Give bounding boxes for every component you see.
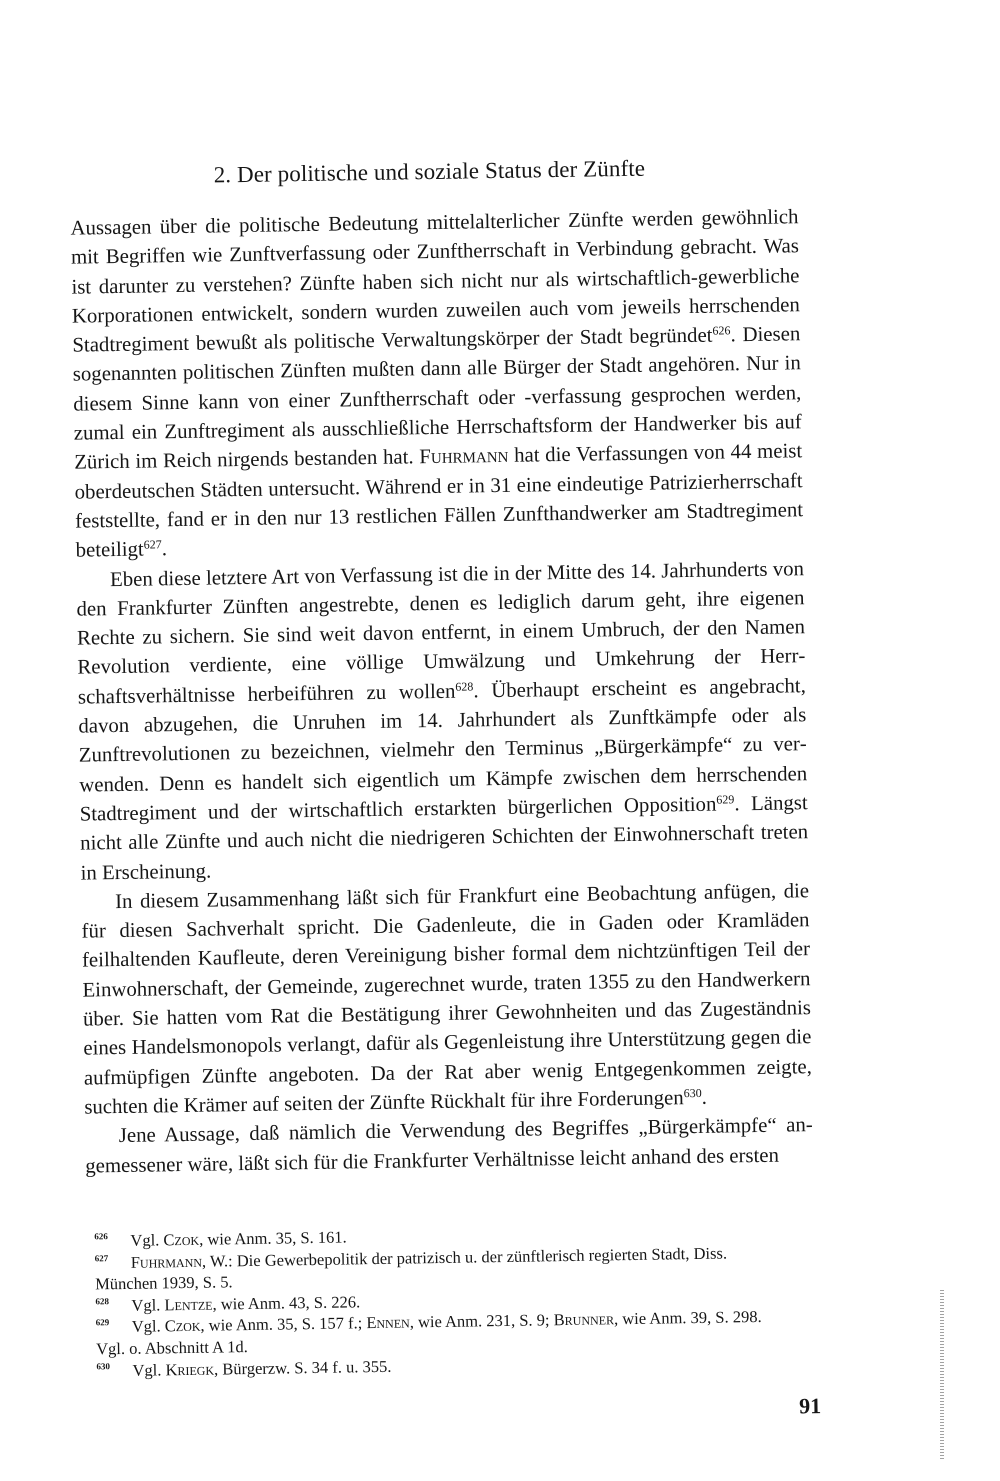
paragraph <box>70 202 803 565</box>
text-run: . <box>701 1085 708 1109</box>
footnote-ref: 627 <box>143 537 162 552</box>
text-run: , wie Anm. 35, S. 161. <box>198 1227 347 1249</box>
text-run: , Bürgerzw. S. 34 f. u. 355. <box>213 1356 392 1379</box>
text-run: , wie Anm. 35, S. 157 f.; <box>200 1313 367 1336</box>
text-run: . Diesen sogenannten politischen Zünften mußten dann alle Bürger der Stadt angehören. Nur in diesem Sinne kann von einer Zunftherrschaft oder -verfassung gesprochen werden, zumal ein Zunftregiment als ausschließliche Herrschaftsform der Handwerker bis auf Zürich im Reich nirgends bestanden hat. <box>72 322 802 475</box>
section-heading: 2. Der politische und soziale Status der Zünfte <box>213 155 646 188</box>
text-run: Aussagen über die politische Bedeutung mittelalterlicher Zünfte werden gewöhnlich mit Begriffen wie Zunftverfassung oder Zunftherrschaft in Verbindung gebracht. Was ist darunter zu verstehen? Zünfte haben sich nicht nur als wirtschaftlich-gewerbliche Korporationen entwickelt, sondern wurden zuweilen auch vom jeweils herrschenden Stadtregiment bewußt als politische Verwaltungskörper der Stadt begründet <box>70 205 801 357</box>
text-run: Vgl. <box>132 1359 166 1380</box>
text-run: Vgl. <box>131 1316 165 1337</box>
footnote-ref: 629 <box>716 792 735 807</box>
paragraph <box>76 554 809 888</box>
text-run: Vgl. <box>130 1230 164 1250</box>
footnotes <box>94 1219 818 1381</box>
author-name: Czok <box>164 1316 201 1336</box>
footnote-number: 628 <box>95 1295 109 1307</box>
footnote-ref: 630 <box>683 1085 702 1101</box>
text-run: Eben diese letztere Art von Verfassung ist die in der Mitte des 14. Jahrhunderts von den Frankfurter Zünften angestrebte, denen es lediglich darum geht, ihre eigenen Rechte zu sichern. Sie sind weit davon entfernt, in einem Umbruch, der den Namen Revolution verdiente, eine völlige Umwälzung und Umkehrung der Herrschaftsverhältnisse herbeiführen zu wollen <box>76 556 806 709</box>
footnote-ref: 628 <box>455 679 474 694</box>
body-text <box>70 202 813 1180</box>
text-run: , wie Anm. 43, S. 226. <box>212 1292 361 1314</box>
author-name: Fuhrmann <box>419 444 509 469</box>
footnote-number: 630 <box>96 1360 110 1371</box>
text-run: . <box>161 537 168 561</box>
author-name: Lentze <box>164 1294 213 1315</box>
paragraph <box>85 1110 814 1180</box>
author-name: Ennen <box>366 1312 410 1333</box>
text-run: München 1939, S. 5. <box>94 1272 233 1294</box>
page-number: 91 <box>798 1393 822 1419</box>
author-name: Brunner <box>553 1309 615 1330</box>
scan-edge-artifact <box>940 1290 944 1460</box>
footnote-ref: 626 <box>712 323 731 338</box>
footnote-number: 626 <box>94 1231 108 1242</box>
text-run: . Längst nicht alle Zünfte und auch nicht die niedrigeren Schichten der Einwohnerschaft treten in Erscheinung. <box>80 791 809 885</box>
text-run: , wie Anm. 231, S. 9; <box>409 1310 554 1332</box>
text-run: In diesem Zusammenhang läßt sich für Frankfurt eine Beobachtung anfügen, die für diesen Sachverhalt spricht. Die Gadenleute, die in Gaden oder Kramläden feilhaltenden Kaufleute, deren Vereinigung bisher formal dem nichtzünftigen Teil der Einwohnerschaft, der Gemeinde, zugerechnet wurde, traten 1355 zu den Handwerkern über. Sie hatten vom Rat die Bestätigung ihrer Gewohnheiten und das Zugeständnis eines Handelsmonopols verlangt, dafür als Gegenleistung ihre Unterstützung gegen die aufmüpfigen Zünfte angeboten. Da der Rat aber wenig Entgegenkommen zeigte, suchten die Krämer auf seiten der Zünfte Rückhalt für ihre Forderungen <box>81 878 812 1119</box>
text-run: hat die Verfassungen von 44 meist oberdeutschen Städten untersucht. Während er in 31 eine eindeutige Patrizierherrschaft feststellte, fand er in den nur 13 restlichen Fällen Zunfthandwerker am Stadtregiment beteiligt <box>74 439 804 562</box>
author-name: Kriegk <box>165 1359 215 1379</box>
text-run: , W.: Die Gewerbepolitik der patrizisch u. der zünftlerisch regierten Stadt, Diss. <box>201 1243 728 1271</box>
author-name: Czok <box>163 1229 200 1250</box>
paragraph <box>81 876 813 1122</box>
text-run: Vgl. o. Abschnitt A 1d. <box>95 1337 249 1359</box>
text-run: , wie Anm. 39, S. 298. <box>613 1307 762 1329</box>
footnote-number: 629 <box>95 1317 110 1328</box>
text-run: Vgl. <box>131 1295 165 1315</box>
text-run: Jene Aussage, daß nämlich die Verwendung des Begriffes „Bürgerkämpfe“ angemessener wäre, läßt sich für die Frankfurter Verhältnisse leicht anhand des ersten <box>85 1113 813 1178</box>
text-run: . Überhaupt erscheint es angebracht, davon abzugehen, die Unruhen im 14. Jahrhundert als Zunftkämpfe oder als Zunftrevolutionen zu bezeichnen, vielmehr den Terminus „Bürgerkämpfe“ zu verwenden. Denn es handelt sich eigentlich um Kämpfe zwischen dem herrschenden Stadtregiment und der wirtschaftlich erstarkten bürgerlichen Opposition <box>78 673 808 826</box>
author-name: Fuhrmann <box>130 1251 203 1272</box>
footnote-number: 627 <box>94 1252 109 1264</box>
